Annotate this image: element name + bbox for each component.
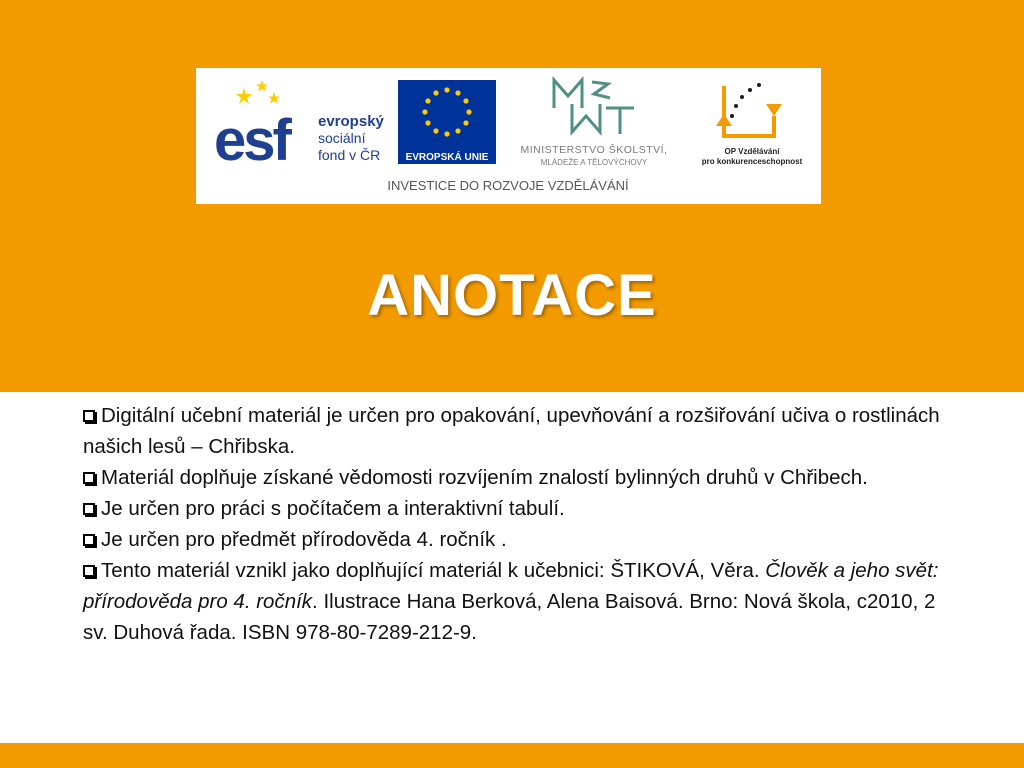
slide-title: ANOTACE (367, 263, 657, 328)
checkbox-square-icon (83, 410, 95, 422)
esf-mark: esf (214, 108, 289, 173)
op-symbol-icon (716, 83, 782, 136)
msmt-line1: MINISTERSTVO ŠKOLSTVÍ, (520, 144, 668, 156)
logo-banner (196, 68, 821, 204)
banner-tagline: INVESTICE DO ROZVOJE VZDĚLÁVÁNÍ (387, 178, 629, 193)
bullet-text: Digitální učební materiál je určen pro opakování, upevňování a rozšiřování učiva o rostlinách našich lesů – Chřibska. (83, 404, 940, 458)
msmt-line2: MLÁDEŽE A TĚLOVÝCHOVY (540, 158, 648, 167)
citation-text: Tento materiál vznikl jako doplňující materiál k učebnici: ŠTIKOVÁ, Věra. (101, 559, 766, 582)
esf-logo (214, 80, 385, 173)
esf-line1: evropský (318, 113, 384, 130)
msmt-monogram-icon (554, 80, 634, 134)
msmt-logo (521, 80, 668, 167)
checkbox-square-icon (83, 503, 95, 515)
list-item (83, 524, 963, 555)
op-line2: pro konkurenceschopnost (701, 157, 803, 166)
bullet-text: Je určen pro předmět přírodověda 4. ročník . (101, 528, 507, 551)
list-item (83, 400, 963, 462)
bullet-text: Je určen pro práci s počítačem a interaktivní tabulí. (101, 497, 565, 520)
checkbox-square-icon (83, 472, 95, 484)
logo-banner-graphic (196, 68, 821, 204)
op-line1: OP Vzdělávání (724, 147, 780, 156)
esf-line3: fond v ČR (318, 147, 381, 163)
list-item (83, 555, 963, 648)
esf-stars-icon (236, 80, 280, 104)
checkbox-square-icon (83, 534, 95, 546)
list-item (83, 462, 963, 493)
esf-line2: sociální (318, 130, 366, 146)
bullet-list (83, 400, 963, 648)
book-title: Člověk a jeho svět: přírodověda pro 4. ročník (83, 559, 939, 613)
eu-flag-logo (398, 80, 496, 164)
citation-rest: . Ilustrace Hana Berková, Alena Baisová. Brno: Nová škola, c2010, 2 sv. Duhová řada. ISBN 978-80-7289-212-9. (83, 590, 936, 644)
bullet-text: Materiál doplňuje získané vědomosti rozvíjením znalostí bylinných druhů v Chřibech. (101, 466, 868, 489)
eu-label: EVROPSKÁ UNIE (405, 152, 489, 163)
list-item (83, 493, 963, 524)
checkbox-square-icon (83, 565, 95, 577)
footer-band (0, 743, 1024, 768)
op-logo (702, 83, 803, 166)
